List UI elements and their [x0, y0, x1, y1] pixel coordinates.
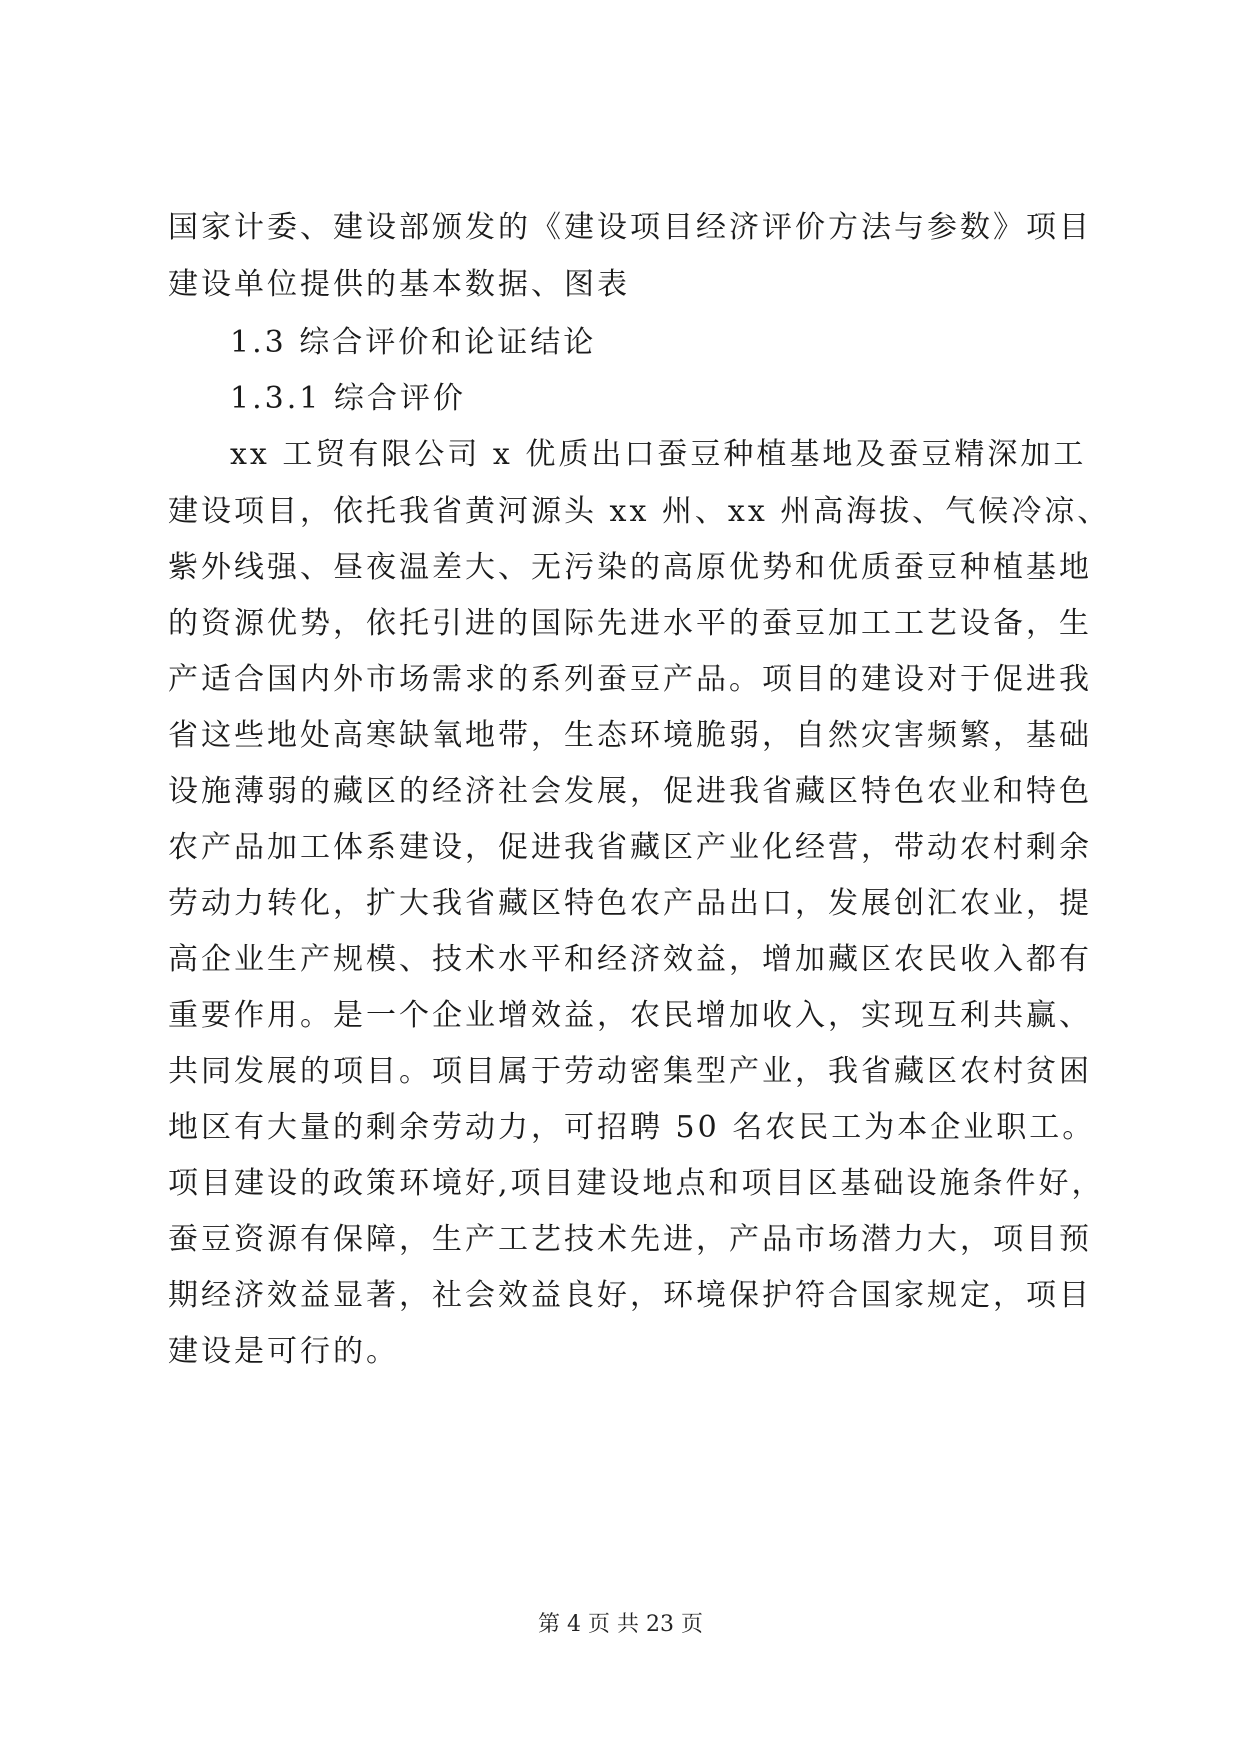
paragraph-line: 项目建设的政策环境好,项目建设地点和项目区基础设施条件好，	[168, 1166, 1105, 1201]
paragraph-first-line: xx 工贸有限公司 x 优质出口蚕豆种植基地及蚕豆精深加工	[230, 437, 1087, 472]
paragraph-line: 高企业生产规模、技术水平和经济效益，增加藏区农民收入都有	[168, 942, 1092, 977]
paragraph-line: 建设项目，依托我省黄河源头 xx 州、xx 州高海拔、气候冷凉、	[168, 494, 1111, 529]
section-heading: 1.3 综合评价和论证结论	[230, 325, 597, 360]
paragraph-line: 建设是可行的。	[168, 1334, 399, 1369]
paragraph-line: 蚕豆资源有保障，生产工艺技术先进，产品市场潜力大，项目预	[168, 1222, 1092, 1257]
paragraph-line: 劳动力转化，扩大我省藏区特色农产品出口，发展创汇农业，提	[168, 886, 1092, 921]
body-text-line: 国家计委、建设部颁发的《建设项目经济评价方法与参数》项目	[168, 210, 1092, 245]
body-text-line: 建设单位提供的基本数据、图表	[168, 267, 630, 302]
page-number-footer: 第 4 页 共 23 页	[538, 1612, 703, 1637]
paragraph-line: 期经济效益显著，社会效益良好，环境保护符合国家规定，项目	[168, 1278, 1092, 1313]
paragraph-line: 省这些地处高寒缺氧地带，生态环境脆弱，自然灾害频繁，基础	[168, 718, 1092, 753]
paragraph-line: 共同发展的项目。项目属于劳动密集型产业，我省藏区农村贫困	[168, 1054, 1092, 1089]
paragraph-line: 的资源优势，依托引进的国际先进水平的蚕豆加工工艺设备，生	[168, 606, 1092, 641]
paragraph-line: 产适合国内外市场需求的系列蚕豆产品。项目的建设对于促进我	[168, 662, 1092, 697]
paragraph-line: 紫外线强、昼夜温差大、无污染的高原优势和优质蚕豆种植基地	[168, 550, 1092, 585]
paragraph-line: 农产品加工体系建设，促进我省藏区产业化经营，带动农村剩余	[168, 830, 1092, 865]
subsection-heading: 1.3.1 综合评价	[230, 381, 466, 416]
paragraph-line: 设施薄弱的藏区的经济社会发展，促进我省藏区特色农业和特色	[168, 774, 1092, 809]
paragraph-line: 重要作用。是一个企业增效益，农民增加收入，实现互利共赢、	[168, 998, 1092, 1033]
paragraph-line: 地区有大量的剩余劳动力，可招聘 50 名农民工为本企业职工。	[168, 1110, 1096, 1145]
